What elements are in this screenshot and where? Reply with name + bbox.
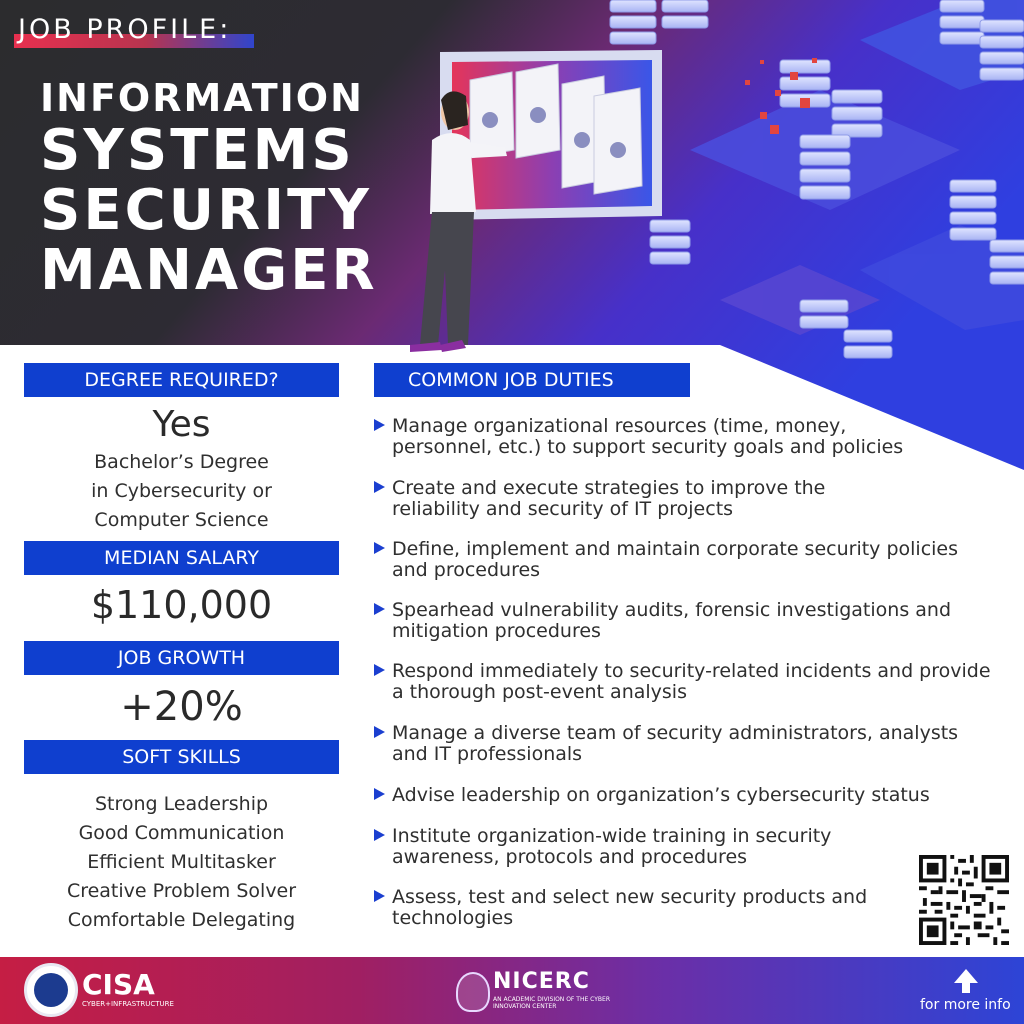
duty-item	[374, 600, 1014, 642]
skills-label: SOFT SKILLS	[24, 740, 339, 774]
bullet-triangle-icon	[374, 603, 385, 615]
cisa-logo-text: CISA	[82, 968, 155, 1001]
duty-line: and IT professionals	[392, 743, 583, 765]
qr-code[interactable]	[918, 855, 1010, 945]
page-title-line-2: SYSTEMS	[40, 118, 355, 183]
skill-item: Strong Leadership	[94, 793, 269, 815]
kicker-label: JOB PROFILE:	[18, 14, 232, 45]
bullet-triangle-icon	[374, 664, 385, 676]
skill-item: Good Communication	[78, 822, 285, 844]
duty-line: Assess, test and select new security products and	[392, 886, 868, 908]
salary-label: MEDIAN SALARY	[24, 541, 339, 575]
duty-line: personnel, etc.) to support security goals and policies	[392, 436, 904, 458]
cisa-logo-subtext: CYBER+INFRASTRUCTURE	[82, 1000, 174, 1008]
duty-line: Manage a diverse team of security administrators, analysts	[392, 722, 959, 744]
duty-item	[374, 723, 1014, 765]
bullet-triangle-icon	[374, 829, 385, 841]
duty-item	[374, 539, 1014, 581]
duty-line: Advise leadership on organization’s cybersecurity status	[392, 784, 930, 806]
duty-line: awareness, protocols and procedures	[392, 846, 748, 868]
growth-label: JOB GROWTH	[24, 641, 339, 675]
salary-value: $110,000	[90, 583, 273, 627]
skill-item: Creative Problem Solver	[66, 880, 297, 902]
duty-item	[374, 785, 1014, 806]
bullet-triangle-icon	[374, 726, 385, 738]
page-title-line-4: MANAGER	[40, 238, 378, 303]
skill-item: Comfortable Delegating	[67, 909, 296, 931]
duty-item	[374, 887, 894, 929]
duty-item	[374, 661, 1014, 703]
bullet-triangle-icon	[374, 788, 385, 800]
arrow-up-icon	[952, 967, 980, 995]
degree-detail-1: Bachelor’s Degree	[94, 451, 269, 473]
duties-label: COMMON JOB DUTIES	[374, 363, 690, 397]
bullet-triangle-icon	[374, 419, 385, 431]
bullet-triangle-icon	[374, 481, 385, 493]
nicerc-logo-text: NICERC	[493, 969, 590, 994]
duty-item	[374, 416, 1014, 458]
nicerc-head-icon	[456, 972, 490, 1012]
degree-detail-2: in Cybersecurity or	[91, 480, 272, 502]
duty-line: Institute organization-wide training in security	[392, 825, 832, 847]
duty-line: Spearhead vulnerability audits, forensic investigations and	[392, 599, 952, 621]
more-info-link[interactable]: for more info	[920, 997, 1011, 1013]
growth-value: +20%	[120, 684, 243, 730]
degree-label: DEGREE REQUIRED?	[24, 363, 339, 397]
bullet-triangle-icon	[374, 542, 385, 554]
degree-detail-3: Computer Science	[94, 509, 269, 531]
dhs-seal-center	[34, 973, 68, 1007]
page-title-line-1: INFORMATION	[40, 76, 364, 120]
duty-line: Respond immediately to security-related incidents and provide	[392, 660, 991, 682]
duty-line: reliability and security of IT projects	[392, 498, 734, 520]
duty-line: Manage organizational resources (time, money,	[392, 415, 847, 437]
duty-line: and procedures	[392, 559, 541, 581]
duty-line: a thorough post-event analysis	[392, 681, 687, 703]
duty-line: technologies	[392, 907, 514, 929]
duty-line: Create and execute strategies to improve the	[392, 477, 826, 499]
skill-item: Efficient Multitasker	[87, 851, 276, 873]
duty-line: Define, implement and maintain corporate security policies	[392, 538, 959, 560]
nicerc-logo-subtext: AN ACADEMIC DIVISION OF THE CYBER INNOVATION CENTER	[493, 996, 610, 1010]
duty-line: mitigation procedures	[392, 620, 601, 642]
duty-item	[374, 478, 1014, 520]
bullet-triangle-icon	[374, 890, 385, 902]
page-title-line-3: SECURITY	[40, 178, 372, 243]
degree-answer: Yes	[152, 404, 211, 445]
